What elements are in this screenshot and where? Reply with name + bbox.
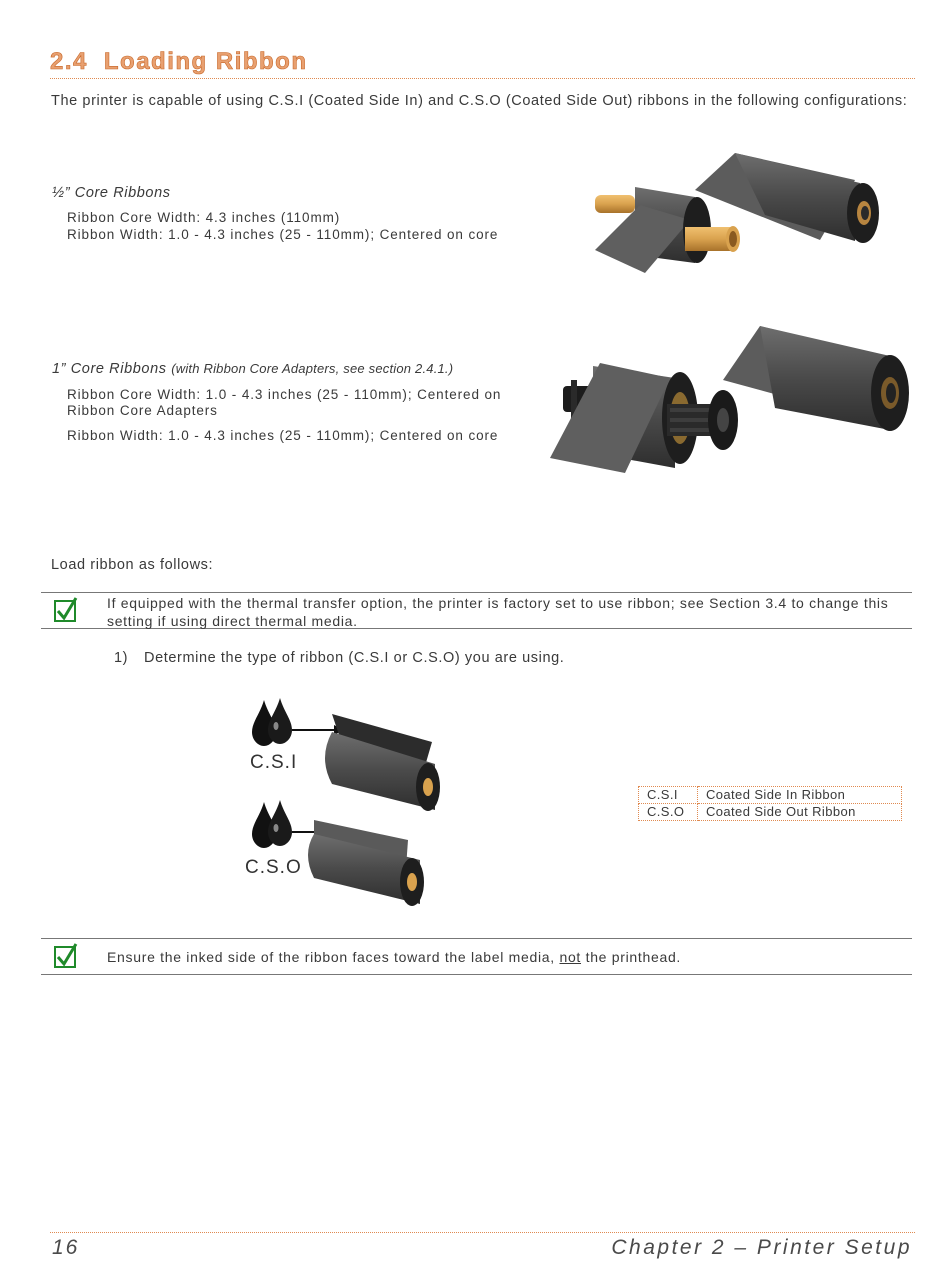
legend-abbr: C.S.O: [639, 804, 698, 821]
note-inked-side: [107, 948, 897, 966]
section-title: Loading Ribbon: [103, 48, 308, 75]
step-1-text: Determine the type of ribbon (C.S.I or C.S.O) you are using.: [144, 650, 565, 666]
half-core-ribbon-width: Ribbon Width: 1.0 - 4.3 inches (25 - 110mm); Centered on core: [67, 227, 499, 242]
checkmark-icon: [54, 600, 76, 622]
half-core-ribbon-illustration: [575, 145, 895, 280]
one-core-core-width: Ribbon Core Width: 1.0 - 4.3 inches (25 - 110mm); Centered on Ribbon Core Adapters: [67, 387, 502, 418]
ink-drop-icon: [252, 698, 292, 746]
one-core-title: [52, 361, 453, 377]
half-core-title: ½” Core Ribbons: [52, 185, 171, 201]
legend-abbr: C.S.I: [639, 787, 698, 804]
one-core-title-note: (with Ribbon Core Adapters, see section 2.4.1.): [171, 361, 454, 376]
heading-rule: [50, 78, 915, 79]
load-intro: Load ribbon as follows:: [51, 557, 214, 573]
footer-rule: [50, 1232, 915, 1233]
one-core-ribbon-width: Ribbon Width: 1.0 - 4.3 inches (25 - 110mm); Centered on core: [67, 428, 499, 443]
chapter-title: Chapter 2 – Printer Setup: [611, 1236, 912, 1259]
note-inked-side-before: Ensure the inked side of the ribbon faces toward the label media,: [107, 949, 560, 965]
note-inked-side-after: the printhead.: [581, 949, 682, 965]
one-core-title-text: 1” Core Ribbons: [52, 361, 167, 377]
section-number: 2.4: [50, 48, 88, 75]
note-inked-side-emphasis: not: [559, 949, 582, 965]
page-number: 16: [52, 1236, 80, 1259]
note-box-inked-side: [41, 938, 912, 975]
note-box-factory-setting: [41, 592, 912, 629]
table-row: [639, 787, 902, 804]
ribbon-type-drawing: [240, 692, 450, 917]
one-core-ribbon-illustration: [545, 318, 915, 483]
ink-drop-icon: [252, 800, 292, 848]
legend-desc: Coated Side In Ribbon: [698, 787, 902, 804]
intro-paragraph: The printer is capable of using C.S.I (Coated Side In) and C.S.O (Coated Side Out) ribbons in the following configurations:: [51, 93, 908, 109]
legend-desc: Coated Side Out Ribbon: [698, 804, 902, 821]
section-heading: [50, 48, 308, 76]
cso-label: C.S.O: [245, 857, 302, 878]
half-core-core-width: Ribbon Core Width: 4.3 inches (110mm): [67, 210, 341, 225]
table-row: [639, 804, 902, 821]
note-factory-setting: If equipped with the thermal transfer option, the printer is factory set to use ribbon; see Section 3.4 to change this setting if using direct thermal media.: [107, 595, 889, 629]
step-1-number: 1): [114, 650, 129, 666]
ribbon-legend-table: [638, 786, 902, 821]
checkmark-icon: [54, 946, 76, 968]
ribbon-type-figure: [240, 692, 450, 917]
csi-label: C.S.I: [250, 752, 298, 773]
